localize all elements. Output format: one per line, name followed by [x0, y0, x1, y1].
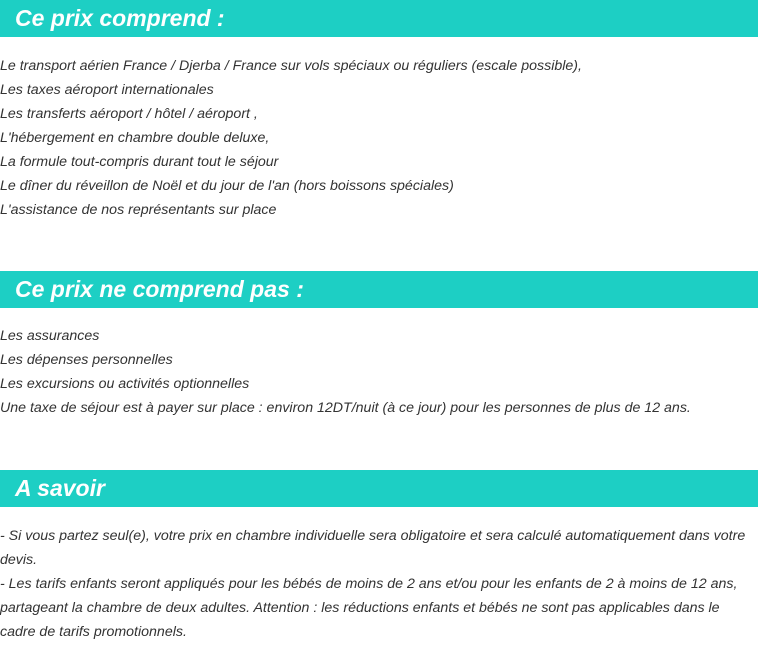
- notes-paragraph: - Si vous partez seul(e), votre prix en chambre individuelle sera obligatoire et sera calculé automatiquement dans votre devis.: [0, 528, 746, 568]
- excludes-section: [0, 271, 758, 420]
- includes-item: L'assistance de nos représentants sur place: [0, 202, 277, 218]
- notes-title: A savoir: [0, 470, 758, 507]
- includes-item: L'hébergement en chambre double deluxe,: [0, 130, 270, 146]
- excludes-title: Ce prix ne comprend pas :: [0, 271, 758, 308]
- excludes-list: [0, 308, 758, 420]
- notes-section: [0, 470, 758, 644]
- includes-item: Le transport aérien France / Djerba / France sur vols spéciaux ou réguliers (escale possible),: [0, 58, 582, 74]
- includes-item: Les taxes aéroport internationales: [0, 82, 214, 98]
- excludes-item: Une taxe de séjour est à payer sur place : environ 12DT/nuit (à ce jour) pour les personnes de plus de 12 ans.: [0, 400, 691, 416]
- excludes-item: Les assurances: [0, 328, 100, 344]
- excludes-item: Les dépenses personnelles: [0, 352, 173, 368]
- includes-list: [0, 37, 758, 222]
- includes-item: Le dîner du réveillon de Noël et du jour de l'an (hors boissons spéciales): [0, 178, 454, 194]
- notes-body: [0, 507, 758, 644]
- includes-section: [0, 0, 758, 222]
- includes-title: Ce prix comprend :: [0, 0, 758, 37]
- excludes-item: Les excursions ou activités optionnelles: [0, 376, 250, 392]
- includes-item: La formule tout-compris durant tout le séjour: [0, 154, 279, 170]
- notes-paragraph: - Les tarifs enfants seront appliqués pour les bébés de moins de 2 ans et/ou pour les enfants de 2 à moins de 12 ans, partageant la chambre de deux adultes. Attention : les réductions enfants et bébés ne sont pas applicables dans le cadre de tarifs promotionnels.: [0, 576, 738, 640]
- includes-item: Les transferts aéroport / hôtel / aéroport ,: [0, 106, 258, 122]
